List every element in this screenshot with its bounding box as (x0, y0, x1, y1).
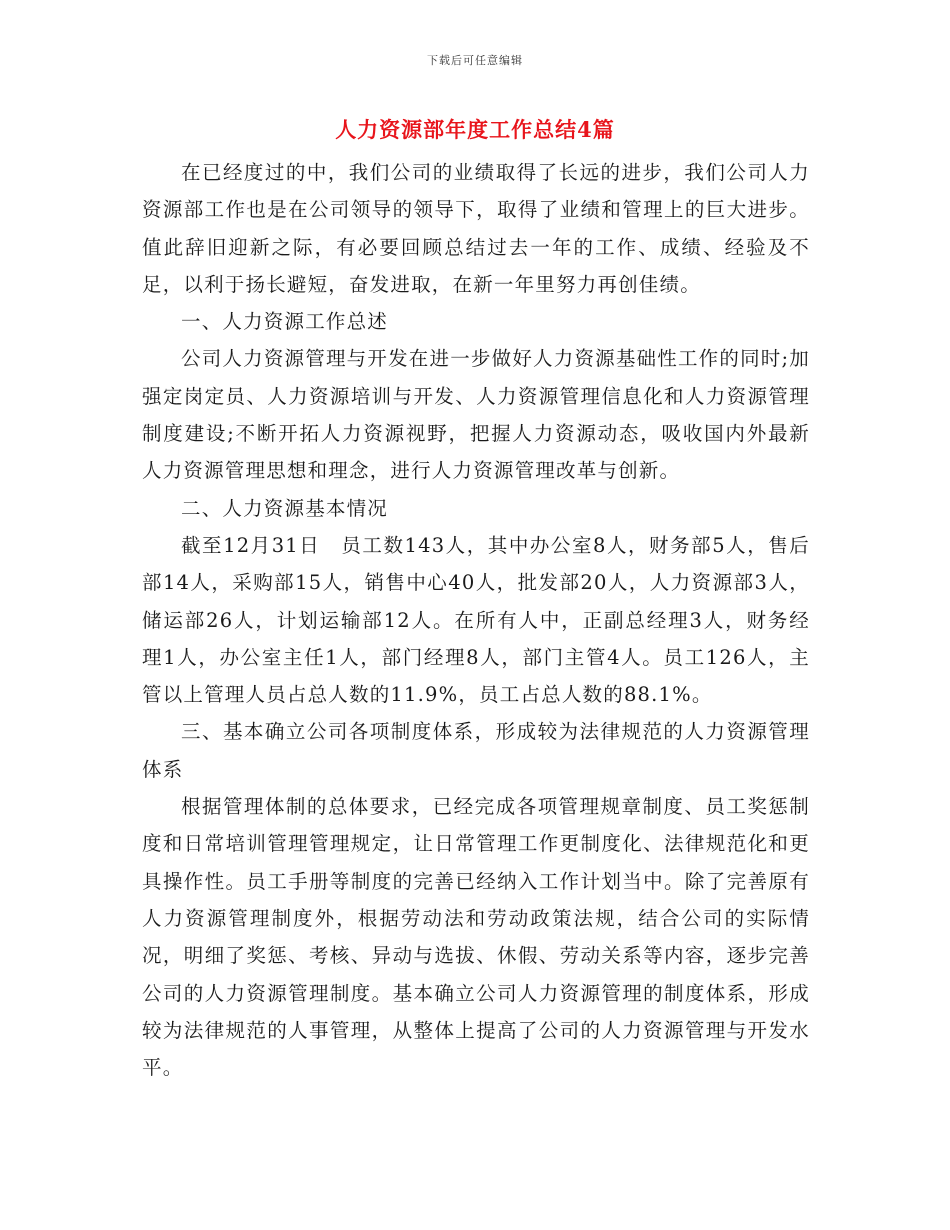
section-heading-1: 一、人力资源工作总述 (181, 310, 389, 334)
document-body (142, 154, 810, 1086)
header-note: 下载后可任意编辑 (427, 54, 523, 67)
paragraph-section-3: 根据管理体制的总体要求，已经完成各项管理规章制度、员工奖惩制度和日常培训管理管理规定，让日常管理工作更制度化、法律规范化和更具操作性。员工手册等制度的完善已经纳入工作计划当中。除了完善原有人力资源管理制度外，根据劳动法和劳动政策法规，结合公司的实际情况，明细了奖惩、考核、异动与选拔、休假、劳动关系等内容，逐步完善公司的人力资源管理制度。基本确立公司人力资源管理的制度体系，形成较为法律规范的人事管理，从整体上提高了公司的人力资源管理与开发水平。 (142, 795, 810, 1080)
paragraph-section-2: 截至12月31日 员工数143人，其中办公室8人，财务部5人，售后部14人，采购部15人，销售中心40人，批发部20人，人力资源部3人，储运部26人，计划运输部12人。在所有人中，正副总经理3人，财务经理1人，办公室主任1人，部门经理8人，部门主管4人。员工126人，主管以上管理人员占总人数的11.9%，员工占总人数的88.1%。 (142, 533, 810, 707)
paragraph-intro: 在已经度过的中，我们公司的业绩取得了长远的进步，我们公司人力资源部工作也是在公司领导的领导下，取得了业绩和管理上的巨大进步。值此辞旧迎新之际，有必要回顾总结过去一年的工作、成绩、经验及不足，以利于扬长避短，奋发进取，在新一年里努力再创佳绩。 (142, 161, 810, 296)
section-heading-2: 二、人力资源基本情况 (181, 496, 389, 520)
paragraph-section-1: 公司人力资源管理与开发在进一步做好人力资源基础性工作的同时;加强定岗定员、人力资源培训与开发、人力资源管理信息化和人力资源管理制度建设;不断开拓人力资源视野，把握人力资源动态，吸收国内外最新人力资源管理思想和理念，进行人力资源管理改革与创新。 (142, 347, 810, 483)
section-heading-3: 三、基本确立公司各项制度体系，形成较为法律规范的人力资源管理体系 (142, 720, 810, 781)
document-title: 人力资源部年度工作总结4篇 (335, 117, 615, 142)
